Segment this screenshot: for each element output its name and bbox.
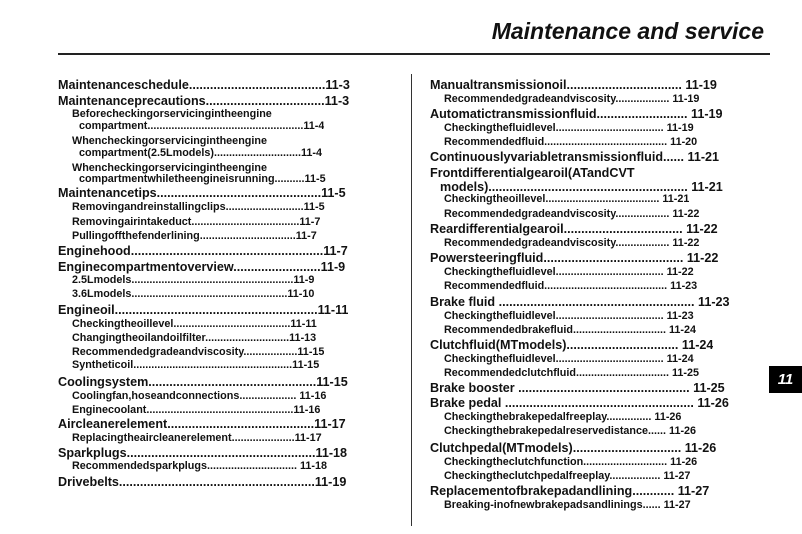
toc-entry[interactable]: Drivebelts........................................................11-19	[58, 475, 347, 489]
toc-subentry[interactable]: Recommendedsparkplugs.............................. 11-18	[72, 460, 328, 472]
toc-entry[interactable]: Brake pedal ...................................................... 11-26	[430, 396, 729, 410]
toc-subentry[interactable]: Checkingthefluidlevel.................................... 11-24	[444, 353, 694, 365]
toc-entry[interactable]: Automatictransmissionfluid.......................... 11-19	[430, 107, 723, 121]
toc-subentry[interactable]: Removingandreinstallingclips..........................11-5	[72, 201, 325, 213]
toc-entry[interactable]: Brake booster ................................................. 11-25	[430, 381, 725, 395]
toc-subentry[interactable]: Recommendedgradeandviscosity.................. 11-22	[444, 208, 700, 220]
toc-entry[interactable]: Maintenanceschedule.......................................11-3	[58, 78, 350, 92]
toc-entry[interactable]: Aircleanerelement..........................................11-17	[58, 417, 346, 431]
toc-subentry[interactable]: Checkingthebrakepedalreservedistance...... 11-26	[444, 425, 697, 437]
toc-subentry[interactable]: Whencheckingorservicingintheengine	[72, 135, 267, 147]
toc-subentry[interactable]: compartment(2.5Lmodels).............................11-4	[79, 147, 322, 159]
toc-subentry[interactable]: Syntheticoil.....................................................11-15	[72, 359, 320, 371]
toc-entry[interactable]: Manualtransmissionoil................................. 11-19	[430, 78, 717, 92]
toc-subentry[interactable]: Checkingthefluidlevel.................................... 11-19	[444, 122, 694, 134]
toc-entry[interactable]: Clutchpedal(MTmodels)............................... 11-26	[430, 441, 717, 455]
toc-subentry[interactable]: Checkingtheclutchpedalfreeplay................. 11-27	[444, 470, 691, 482]
toc-subentry[interactable]: Checkingthefluidlevel.................................... 11-22	[444, 266, 694, 278]
toc-entry[interactable]: Powersteeringfluid........................................ 11-22	[430, 251, 719, 265]
toc-subentry[interactable]: Checkingthefluidlevel.................................... 11-23	[444, 310, 694, 322]
toc-subentry[interactable]: compartmentwhiletheengineisrunning..........11-5	[79, 173, 326, 185]
toc-subentry[interactable]: 3.6Lmodels....................................................11-10	[72, 288, 315, 300]
toc-subentry[interactable]: Replacingtheaircleanerelement.....................11-17	[72, 432, 322, 444]
toc-subentry[interactable]: Recommendedgradeandviscosity.................. 11-19	[444, 93, 700, 105]
toc-subentry[interactable]: Pullingoffthefenderlining................................11-7	[72, 230, 317, 242]
toc-entry[interactable]: Replacementofbrakepadandlining............ 11-27	[430, 484, 710, 498]
toc-subentry[interactable]: Recommendedclutchfluid............................... 11-25	[444, 367, 699, 379]
toc-subentry[interactable]: Changingtheoilandoilfilter............................11-13	[72, 332, 317, 344]
toc-entry[interactable]: Reardifferentialgearoil.................................. 11-22	[430, 222, 718, 236]
chapter-tab[interactable]: 11	[769, 366, 802, 393]
toc-entry[interactable]: Maintenanceprecautions..................................11-3	[58, 94, 350, 108]
toc-subentry[interactable]: 2.5Lmodels......................................................11-9	[72, 274, 315, 286]
toc-entry[interactable]: Clutchfluid(MTmodels)................................ 11-24	[430, 338, 714, 352]
toc-subentry[interactable]: Whencheckingorservicingintheengine	[72, 162, 267, 174]
toc-subentry[interactable]: Recommendedfluid......................................... 11-23	[444, 280, 698, 292]
toc-subentry[interactable]: Recommendedgradeandviscosity.................. 11-22	[444, 237, 700, 249]
toc-subentry[interactable]: Checkingtheoillevel...................................... 11-21	[444, 193, 690, 205]
toc-entry[interactable]: Coolingsystem................................................11-15	[58, 375, 348, 389]
toc-subentry[interactable]: Checkingthebrakepedalfreeplay............... 11-26	[444, 411, 682, 423]
toc-subentry[interactable]: Removingairintakeduct....................................11-7	[72, 216, 321, 228]
toc-subentry[interactable]: Enginecoolant.................................................11-16	[72, 404, 321, 416]
page-title: Maintenance and service	[491, 18, 764, 44]
toc-entry[interactable]: Continuouslyvariabletransmissionfluid...... 11-21	[430, 150, 720, 164]
toc-subentry[interactable]: Coolingfan,hoseandconnections................... 11-16	[72, 390, 327, 402]
toc-subentry[interactable]: Beforecheckingorservicingintheengine	[72, 108, 272, 120]
toc-entry[interactable]: Maintenancetips...............................................11-5	[58, 186, 346, 200]
toc-entry[interactable]: Sparkplugs......................................................11-18	[58, 446, 348, 460]
toc-subentry[interactable]: Recommendedbrakefluid............................... 11-24	[444, 324, 697, 336]
toc-subentry[interactable]: Recommendedgradeandviscosity..................11-15	[72, 346, 325, 358]
toc-entry[interactable]: Engineoil..........................................................11-11	[58, 303, 349, 317]
toc-subentry[interactable]: Checkingtheoillevel.......................................11-11	[72, 318, 317, 330]
column-divider	[411, 74, 412, 526]
toc-subentry[interactable]: Recommendedfluid......................................... 11-20	[444, 136, 698, 148]
toc-entry[interactable]: Enginecompartmentoverview.........................11-9	[58, 260, 346, 274]
toc-entry[interactable]: Frontdifferentialgearoil(ATandCVT	[430, 166, 635, 180]
toc-entry[interactable]: Enginehood.......................................................11-7	[58, 244, 348, 258]
toc-entry[interactable]: Brake fluid ........................................................ 11-23	[430, 295, 730, 309]
toc-entry[interactable]: models)......................................................... 11-21	[440, 180, 723, 194]
toc-subentry[interactable]: Checkingtheclutchfunction............................ 11-26	[444, 456, 698, 468]
title-rule	[58, 53, 770, 55]
toc-subentry[interactable]: Breaking-inofnewbrakepadsandlinings...... 11-27	[444, 499, 691, 511]
toc-subentry[interactable]: compartment....................................................11-4	[79, 120, 325, 132]
